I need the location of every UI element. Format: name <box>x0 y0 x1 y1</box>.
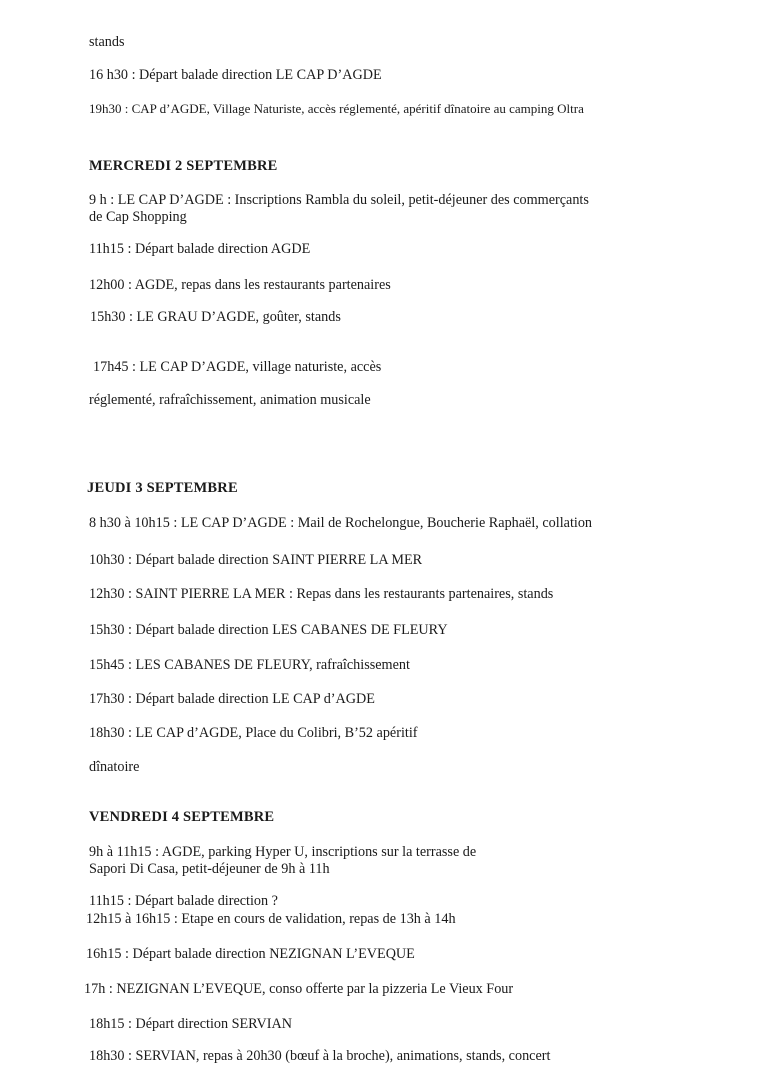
text-line: 9h à 11h15 : AGDE, parking Hyper U, inscriptions sur la terrasse de <box>89 844 477 860</box>
text-line: 17h : NEZIGNAN L’EVEQUE, conso offerte par la pizzeria Le Vieux Four <box>84 981 514 997</box>
text-line: réglementé, rafraîchissement, animation musicale <box>89 392 371 408</box>
text-line: de Cap Shopping <box>89 209 187 225</box>
text-line: 15h30 : Départ balade direction LES CABANES DE FLEURY <box>89 622 448 638</box>
text-line: 12h00 : AGDE, repas dans les restaurants partenaires <box>89 277 391 293</box>
text-line: 12h30 : SAINT PIERRE LA MER : Repas dans les restaurants partenaires, stands <box>89 586 554 602</box>
text-line: 8 h30 à 10h15 : LE CAP D’AGDE : Mail de Rochelongue, Boucherie Raphaël, collation <box>89 515 593 531</box>
section-heading: VENDREDI 4 SEPTEMBRE <box>89 809 275 825</box>
section-heading: MERCREDI 2 SEPTEMBRE <box>89 158 278 174</box>
text-line: 16h15 : Départ balade direction NEZIGNAN L’EVEQUE <box>86 946 415 962</box>
text-line: stands <box>89 34 125 50</box>
text-line: dînatoire <box>89 759 140 775</box>
text-line: 19h30 : CAP d’AGDE, Village Naturiste, accès réglementé, apéritif dînatoire au camping Oltra <box>89 101 584 116</box>
text-line: Sapori Di Casa, petit-déjeuner de 9h à 11h <box>89 861 330 877</box>
text-line: 12h15 à 16h15 : Etape en cours de validation, repas de 13h à 14h <box>86 911 456 927</box>
section-heading: JEUDI 3 SEPTEMBRE <box>87 480 238 496</box>
text-line: 15h30 : LE GRAU D’AGDE, goûter, stands <box>90 309 341 325</box>
text-line: 15h45 : LES CABANES DE FLEURY, rafraîchissement <box>89 657 410 673</box>
text-line: 17h45 : LE CAP D’AGDE, village naturiste, accès <box>93 359 382 375</box>
text-line: 16 h30 : Départ balade direction LE CAP D’AGDE <box>89 67 382 83</box>
text-line: 11h15 : Départ balade direction ? <box>89 893 278 909</box>
text-line: 18h30 : LE CAP d’AGDE, Place du Colibri, B’52 apéritif <box>89 725 418 741</box>
text-line: 18h30 : SERVIAN, repas à 20h30 (bœuf à la broche), animations, stands, concert <box>89 1048 551 1064</box>
text-line: 11h15 : Départ balade direction AGDE <box>89 241 311 257</box>
text-line: 17h30 : Départ balade direction LE CAP d’AGDE <box>89 691 375 707</box>
text-line: 9 h : LE CAP D’AGDE : Inscriptions Rambla du soleil, petit-déjeuner des commerçants <box>89 192 589 208</box>
text-line: 10h30 : Départ balade direction SAINT PIERRE LA MER <box>89 552 423 568</box>
text-line: 18h15 : Départ direction SERVIAN <box>89 1016 292 1032</box>
